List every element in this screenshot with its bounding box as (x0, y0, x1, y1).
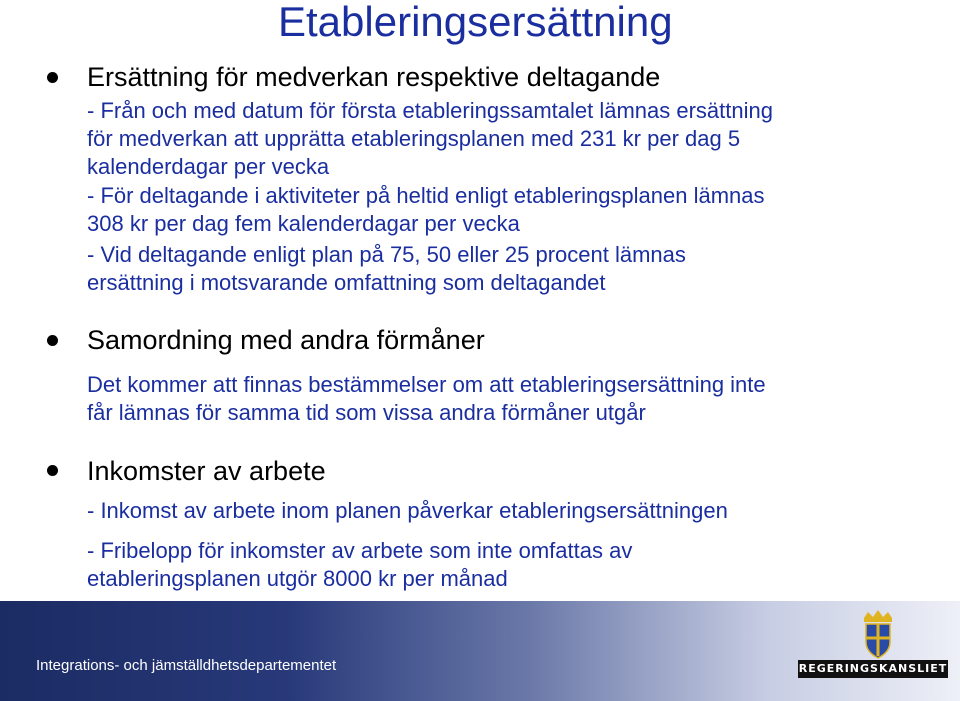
paragraph: - Vid deltagande enligt plan på 75, 50 eller 25 procent lämnas ersättning i motsvarande omfattning som deltagandet (87, 242, 686, 295)
section-heading: Inkomster av arbete (87, 456, 326, 486)
bullet-icon (47, 335, 58, 346)
department-name: Integrations- och jämställdhetsdepartementet (36, 657, 337, 674)
paragraph: - Från och med datum för första etableringssamtalet lämnas ersättning för medverkan att upprätta etableringsplanen med 231 kr per dag 5 kalenderdagar per vecka (87, 98, 773, 179)
section-heading: Ersättning för medverkan respektive deltagande (87, 62, 661, 92)
section-heading: Samordning med andra förmåner (87, 325, 485, 355)
crest-icon (798, 608, 948, 660)
paragraph: - Inkomst av arbete inom planen påverkar etableringsersättningen (87, 498, 728, 523)
logo-wordmark: REGERINGSKANSLIET (798, 660, 948, 678)
bullet-icon (47, 72, 58, 83)
slide-title: Etableringsersättning (278, 0, 673, 45)
paragraph: Det kommer att finnas bestämmelser om att etableringsersättning inte får lämnas för samma tid som vissa andra förmåner utgår (87, 372, 766, 425)
bullet-icon (47, 465, 58, 476)
paragraph: - För deltagande i aktiviteter på heltid enligt etableringsplanen lämnas 308 kr per dag fem kalenderdagar per vecka (87, 183, 765, 236)
government-logo (798, 608, 948, 688)
paragraph: - Fribelopp för inkomster av arbete som inte omfattas av etableringsplanen utgör 8000 kr per månad (87, 538, 633, 591)
